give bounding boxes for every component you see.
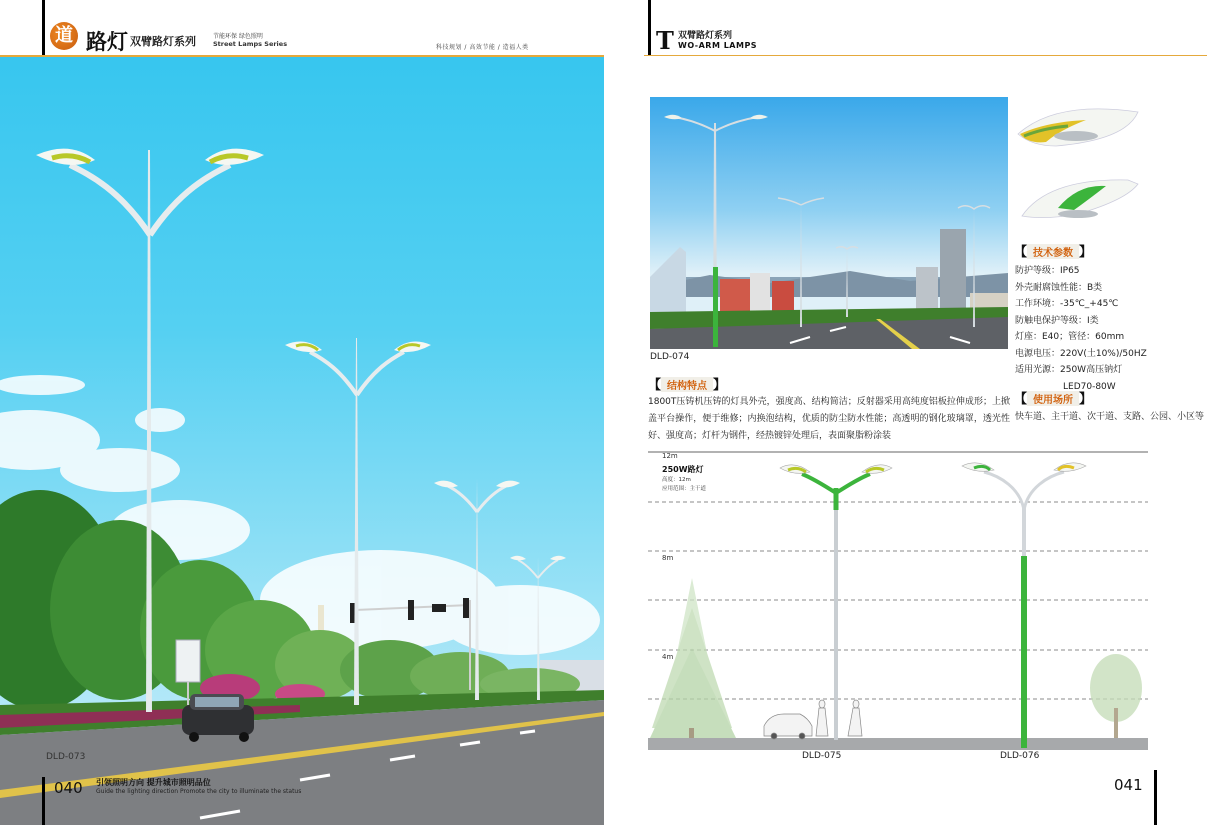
diagram-graphic: [644, 448, 1152, 768]
structure-heading: 【 结构特点 】: [648, 378, 727, 393]
spec-item: 防护等级：IP65: [1015, 266, 1080, 276]
header-tags: 科技规划 / 高效节能 / 造福人类: [436, 44, 529, 51]
left-header: [0, 0, 604, 57]
diagram-usage: 应用范围：主干道: [662, 486, 707, 492]
header-rule: [0, 55, 604, 57]
series-letter: T: [656, 26, 674, 55]
spec-list: [1015, 263, 1205, 395]
left-footer: [0, 770, 604, 825]
series-title-en: WO-ARM LAMPS: [678, 41, 758, 50]
height-diagram: [644, 448, 1152, 768]
page-number: 040: [54, 779, 83, 797]
right-page: [604, 0, 1207, 825]
footer-slogan-cn: 引领照明方向 提升城市照明品位: [96, 778, 211, 787]
brand-logo: 道: [50, 22, 78, 50]
header-rule: [644, 55, 1207, 56]
tech-specs-heading: 【 技术参数 】: [1014, 245, 1093, 260]
spec-item: 工作环境：-35℃_+45℃: [1015, 299, 1119, 309]
lamp-dld-076: [962, 463, 1086, 748]
scale-label-12m: 12m: [662, 452, 678, 460]
category-title: 路灯: [86, 29, 128, 54]
photo-model-label: DLD-074: [650, 352, 690, 362]
model-label-075: DLD-075: [802, 751, 842, 761]
diagram-title: 250W路灯: [662, 465, 704, 474]
slogan-en: Street Lamps Series: [213, 40, 288, 48]
model-label-076: DLD-076: [1000, 751, 1040, 761]
model-label: DLD-073: [46, 752, 86, 762]
lamp-head-image-2: [1018, 170, 1142, 222]
people-illustration: [816, 700, 862, 736]
slogan-cn: 节能环保 绿色照明: [213, 33, 263, 40]
footer-bar: [1154, 770, 1157, 825]
spec-item: 防触电保护等级：Ⅰ类: [1015, 315, 1099, 326]
spec-item: 外壳耐腐蚀性能：B类: [1015, 282, 1103, 293]
structure-text: 1800T压铸机压铸的灯具外壳，强度高、结构简洁；反射器采用高纯度铝板拉伸成形；上掀盖平台操作，便于维修；内换泡结构，优质的防尘防水性能；高透明的钢化玻璃罩，透光性好、强度高；灯杆为钢件，经热镀锌处理后，表面聚脂粉涂装: [648, 397, 1010, 441]
usage-text: 快车道、主干道、次干道、支路、公园、小区等: [1015, 412, 1205, 422]
series-title: 双臂路灯系列: [130, 35, 196, 48]
footer-bar: [42, 777, 45, 825]
series-title-cn: 双臂路灯系列: [678, 31, 733, 41]
lamp-head-image-1: [1016, 100, 1140, 152]
spec-item: 灯座：E40；管径：60mm: [1015, 332, 1125, 342]
diagram-height: 高度：12m: [662, 477, 691, 483]
usage-heading: 【 使用场所 】: [1014, 392, 1093, 407]
car-illustration: [764, 714, 812, 739]
header-bar: [648, 0, 651, 55]
scale-label-8m: 8m: [662, 554, 674, 562]
page-number: 041: [1114, 776, 1143, 794]
spec-item-continuation: LED70-80W: [1063, 381, 1116, 392]
spec-item: 电源电压：220V(土10%)/50HZ: [1015, 348, 1147, 359]
car: [182, 694, 254, 742]
product-photo: [650, 97, 1008, 349]
road-photo: [650, 97, 1008, 349]
spec-item: 适用光源：250W高压钠灯: [1015, 365, 1123, 375]
footer-slogan-en: Guide the lighting direction Promote the city to illuminate the status: [96, 788, 302, 795]
header-bar: [42, 0, 45, 55]
scale-label-4m: 4m: [662, 653, 674, 661]
bush-illustration: [1090, 654, 1142, 738]
